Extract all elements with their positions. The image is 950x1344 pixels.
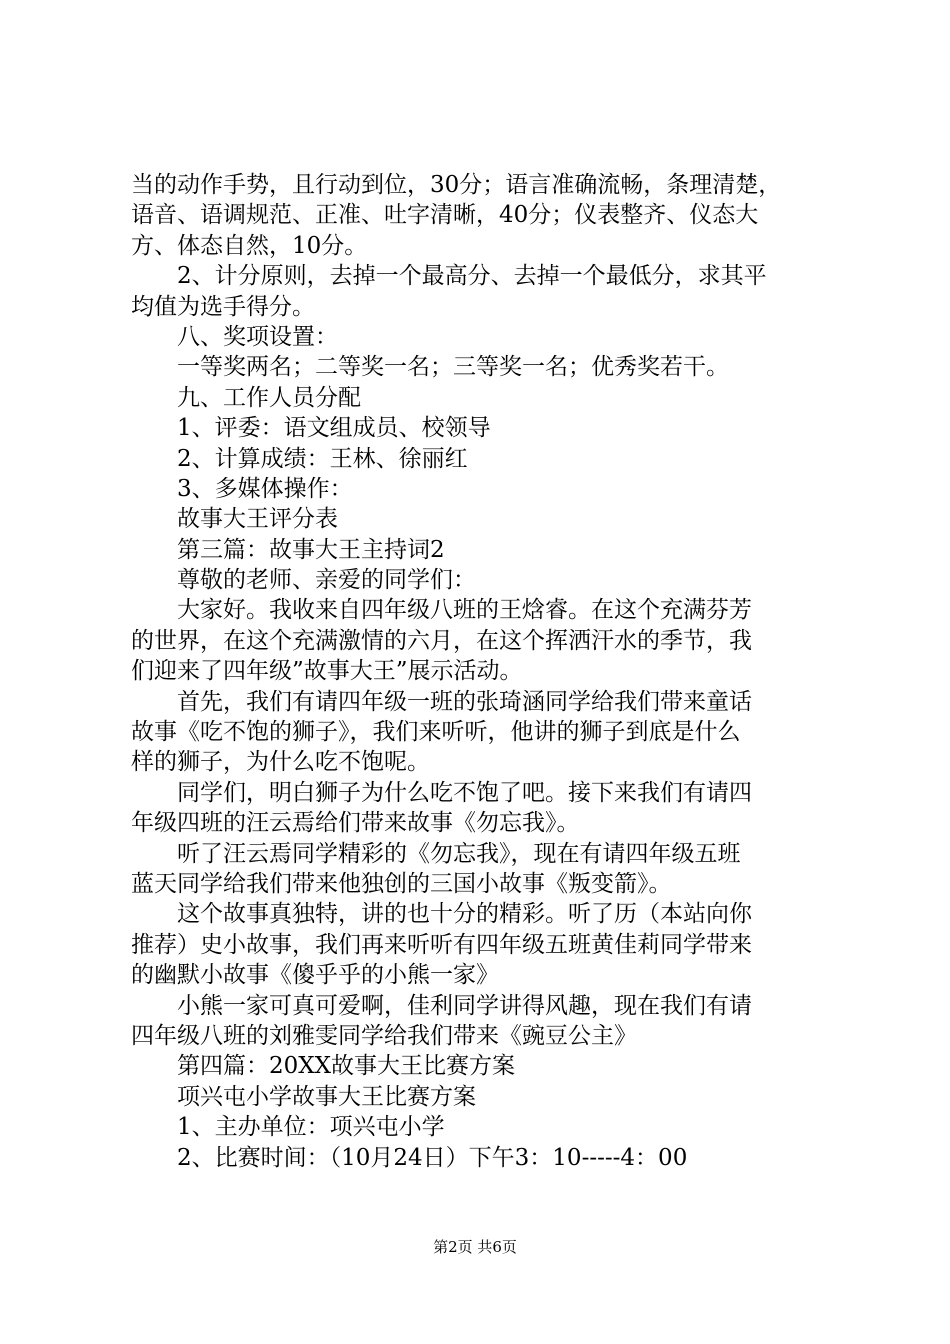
text-line: 听了汪云焉同学精彩的《勿忘我》，现在有请四年级五班 [177,840,741,867]
text-line: 蓝天同学给我们带来他独创的三国小故事《叛变箭》。 [131,870,672,897]
text-line: 当的动作手势，且行动到位，30分；语言准确流畅，条理清楚， [131,172,782,198]
text-line: 2、计算成绩：王林、徐丽红 [177,445,468,472]
text-line: 四年级八班的刘雅雯同学给我们带来《豌豆公主》 [131,1022,637,1049]
text-line: 小熊一家可真可爱啊，佳利同学讲得风趣，现在我们有请 [177,992,752,1019]
text-line: 八、奖项设置： [177,323,338,350]
text-line: 一等奖两名；二等奖一名；三等奖一名；优秀奖若干。 [177,354,729,381]
text-line: 方、体态自然，10分。 [131,232,368,259]
text-line: 3、多媒体操作： [177,475,353,502]
text-line: 尊敬的老师、亲爱的同学们： [177,567,476,594]
text-line: 九、工作人员分配 [177,384,361,411]
text-line: 2、比赛时间：（10月24日）下午3：10-----4：00 [177,1144,688,1171]
text-line: 2、计分原则，去掉一个最高分、去掉一个最低分，求其平 [177,263,767,290]
text-line: 年级四班的汪云焉给们带来故事《勿忘我》。 [131,810,580,837]
document-body [131,170,831,1173]
text-line: 这个故事真独特，讲的也十分的精彩。听了历（本站向你 [177,901,752,928]
text-line: 样的狮子，为什么吃不饱呢。 [131,749,430,776]
text-line: 第四篇：20XX故事大王比赛方案 [177,1053,516,1080]
text-line: 推荐）史小故事，我们再来听听有四年级五班黄佳莉同学带来 [131,931,752,958]
text-line: 的幽默小故事《傻乎乎的小熊一家》 [131,962,499,989]
text-line: 第三篇：故事大王主持词2 [177,536,445,563]
text-line: 们迎来了四年级”故事大王”展示活动。 [131,658,523,685]
text-line: 首先，我们有请四年级一班的张琦涵同学给我们带来童话 [177,688,752,715]
text-line: 同学们，明白狮子为什么吃不饱了吧。接下来我们有请四 [177,779,752,806]
text-line: 大家好。我收来自四年级八班的王焓睿。在这个充满芬芳 [177,597,752,624]
text-line: 1、主办单位：项兴屯小学 [177,1114,445,1141]
text-line: 项兴屯小学故事大王比赛方案 [177,1083,476,1110]
text-line: 的世界，在这个充满激情的六月，在这个挥洒汗水的季节，我 [131,627,752,654]
text-line: 故事大王评分表 [177,506,338,533]
text-line: 1、评委：语文组成员、校领导 [177,415,491,442]
text-line: 语音、语调规范、正准、吐字清晰，40分；仪表整齐、仪态大 [131,202,759,229]
text-line: 故事《吃不饱的狮子》，我们来听听，他讲的狮子到底是什么 [131,719,741,746]
page-footer: 第2页 共6页 [433,1238,517,1256]
text-line: 均值为选手得分。 [131,293,315,320]
